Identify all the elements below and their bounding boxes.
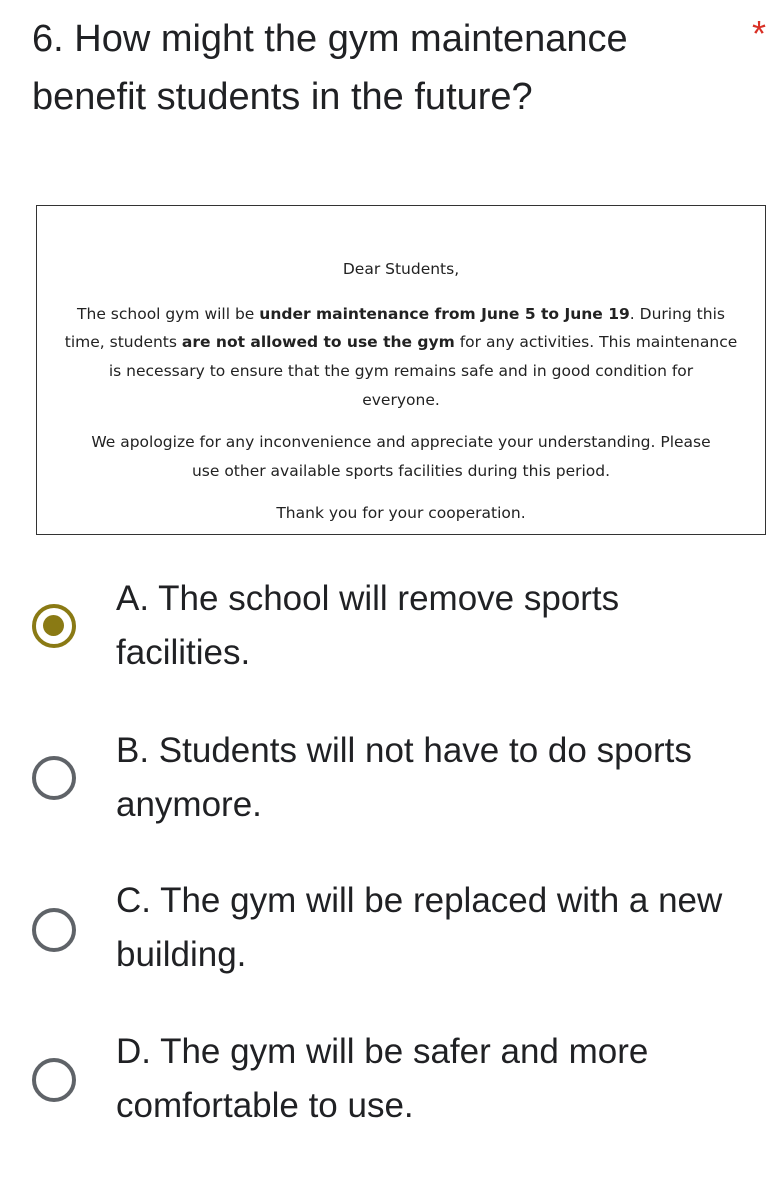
radio-button[interactable] [32, 1058, 76, 1102]
option-c[interactable] [0, 872, 781, 1002]
notice-paragraph-2-line-2: use other available sports facilities during this period. [191, 462, 611, 480]
option-a[interactable] [0, 570, 781, 700]
notice-paragraph-1-line-2 [37, 333, 765, 351]
notice-paragraph-1-line-3: is necessary to ensure that the gym remains safe and in good condition for [108, 362, 694, 380]
notice-paragraph-2-line-1: We apologize for any inconvenience and appreciate your understanding. Please [91, 433, 711, 451]
radio-dot [43, 615, 64, 636]
option-c-label[interactable]: C. The gym will be replaced with a new building. [116, 881, 723, 974]
required-asterisk: * [752, 13, 767, 54]
notice-text: for any activities. This maintenance [454, 333, 738, 351]
notice-text: time, students [64, 333, 182, 351]
notice-greeting: Dear Students, [342, 260, 460, 278]
notice-bold-dates: under maintenance from June 5 to June 19 [259, 305, 630, 323]
notice-paragraph-1-line-4: everyone. [362, 391, 440, 409]
option-b-label[interactable]: B. Students will not have to do sports anymore. [116, 731, 692, 824]
notice-bold-restriction: are not allowed to use the gym [181, 333, 455, 351]
radio-button[interactable] [32, 756, 76, 800]
option-a-label[interactable]: A. The school will remove sports facilities. [116, 579, 620, 672]
notice-text: The school gym will be [77, 305, 260, 323]
question-title: 6. How might the gym maintenance benefit students in the future? [32, 18, 628, 118]
radio-button-selected[interactable] [32, 604, 76, 648]
radio-button[interactable] [32, 908, 76, 952]
option-d-label[interactable]: D. The gym will be safer and more comfortable to use. [116, 1032, 649, 1125]
notice-paragraph-1-line-1 [37, 305, 765, 323]
notice-text: . During this [629, 305, 725, 323]
option-d[interactable] [0, 1023, 781, 1153]
option-b[interactable] [0, 722, 781, 852]
notice-image [36, 205, 766, 535]
notice-closing: Thank you for your cooperation. [276, 504, 526, 522]
